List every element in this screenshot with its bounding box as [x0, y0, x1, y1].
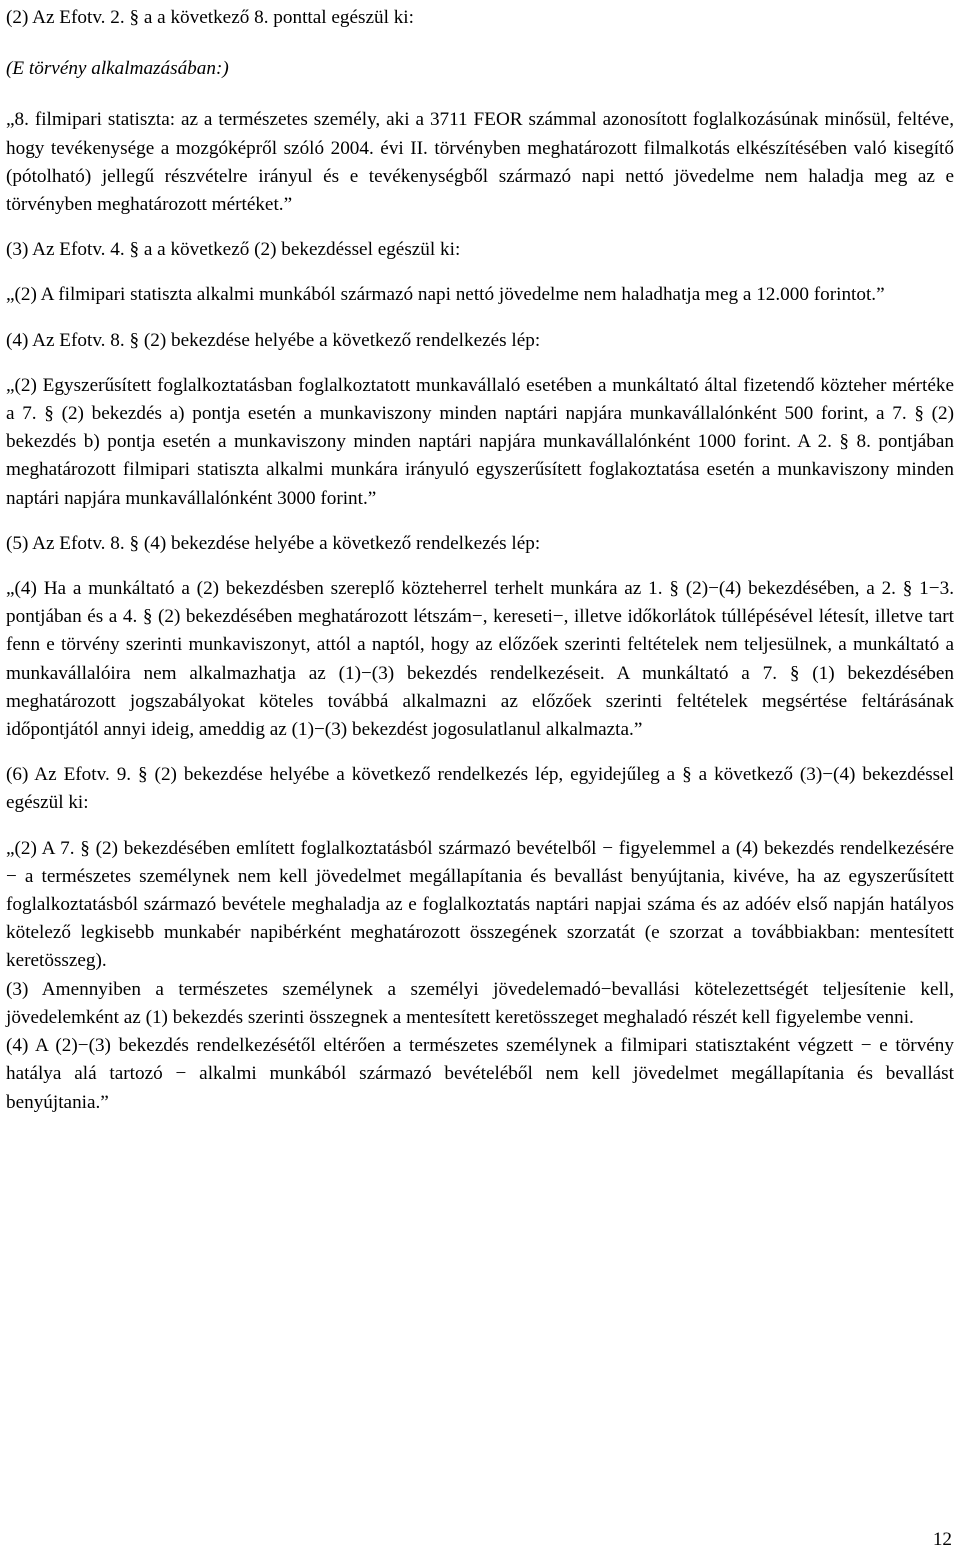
quoted-section-4-2: „(2) A filmipari statiszta alkalmi munkából származó napi nettó jövedelme nem haladhatja meg a 12.000 forintot.” — [6, 284, 885, 306]
amendment-intro-6: (6) Az Efotv. 9. § (2) bekezdése helyébe a következő rendelkezés lép, egyidejűleg a § a következő (3)−(4) bekezdéssel egészül ki: — [6, 764, 954, 814]
quoted-section-8-4: „(4) Ha a munkáltató a (2) bekezdésben szereplő közteherrel terhelt munkára az 1. § (2)−(4) bekezdésében, a 2. § 1−3. pontjában és a 4. § (2) bekezdésében meghatározott létszám−, kereseti−, illetve időkorlátok túllépésével létesít, illetve tart fenn e törvény szerinti munkaviszonyt, attól a naptól, hogy az előzőek szerinti feltételek nem teljesülnek, a munkáltató a munkavállalóira nem alkalmazhatja az (1)−(3) bekezdés rendelkezéseit. A munkáltató a 7. § (1) bekezdésében meghatározott jogszabályokat köteles továbbá alkalmazni az előzőek szerinti feltételek megsértése feltárásának időpontjától annyi ideig, ameddig az (1)−(3) bekezdést jogosulatlanul alkalmazta.” — [6, 578, 954, 741]
quoted-section-9-3: (3) Amennyiben a természetes személynek a személyi jövedelemadó−bevallási kötelezettségét teljesítenie kell, jövedelemként az (1) bekezdés szerinti összegnek a mentesített keretösszeget meghaladó részét kell figyelembe venni. — [6, 978, 954, 1028]
page-number: 12 — [932, 1529, 952, 1550]
amendment-intro-4: (4) Az Efotv. 8. § (2) bekezdése helyébe a következő rendelkezés lép: — [6, 329, 541, 351]
context-note: (E törvény alkalmazásában:) — [6, 58, 229, 80]
quoted-section-8-2: „(2) Egyszerűsített foglalkoztatásban foglalkoztatott munkavállaló esetében a munkáltató által fizetendő közteher mértéke a 7. § (2) bekezdés a) pontja esetén a munkaviszony minden naptári napjára munkavállalónként 500 forint, a 7. § (2) bekezdés b) pontja esetén a munkaviszony minden naptári napjára munkavállalónként 1000 forint. A 2. § 8. pontjában meghatározott filmipari statiszta alkalmi munkára irányuló egyszerűsített foglakoztatása esetén a munkaviszony minden naptári napjára munkavállalónként 3000 forint.” — [6, 374, 954, 509]
amendment-intro-3: (3) Az Efotv. 4. § a a következő (2) bekezdéssel egészül ki: — [6, 239, 461, 261]
document-page — [6, 4, 954, 1117]
amendment-intro-2: (2) Az Efotv. 2. § a a következő 8. ponttal egészül ki: — [6, 7, 414, 28]
quoted-point-8: „8. filmipari statiszta: az a természetes személy, aki a 3711 FEOR számmal azonosított foglalkozásúnak minősül, feltéve, hogy tevékenysége a mozgóképről szóló 2004. évi II. törvényben meghatározott filmalkotás elkészítésében való kisegítő (pótolható) jellegű részvételre irányul és e tevékenységből származó napi nettó jövedelme nem haladja meg az e törvényben meghatározott mértéket.” — [6, 109, 954, 216]
quoted-section-9-4: (4) A (2)−(3) bekezdés rendelkezésétől eltérően a természetes személynek a filmipari statisztaként végzett − e törvény hatálya alá tartozó − alkalmi munkából származó bevételéből nem kell jövedelmet megállapítania és bevallást benyújtania.” — [6, 1035, 954, 1113]
quoted-section-9-2: „(2) A 7. § (2) bekezdésében említett foglalkoztatásból származó bevételből − figyelemmel a (4) bekezdés rendelkezésére − a természetes személynek nem kell jövedelmet megállapítania és bevallást benyújtania, kivéve, ha az egyszerűsített foglalkoztatásból származó bevétele meghaladja az e foglalkoztatás naptári napjai száma és az adóév első napján hatályos kötelező legkisebb munkabér napibérként meghatározott összegének szorzatát (e szorzat a továbbiakban: mentesített keretösszeg). — [6, 837, 954, 972]
amendment-intro-5: (5) Az Efotv. 8. § (4) bekezdése helyébe a következő rendelkezés lép: — [6, 532, 541, 554]
